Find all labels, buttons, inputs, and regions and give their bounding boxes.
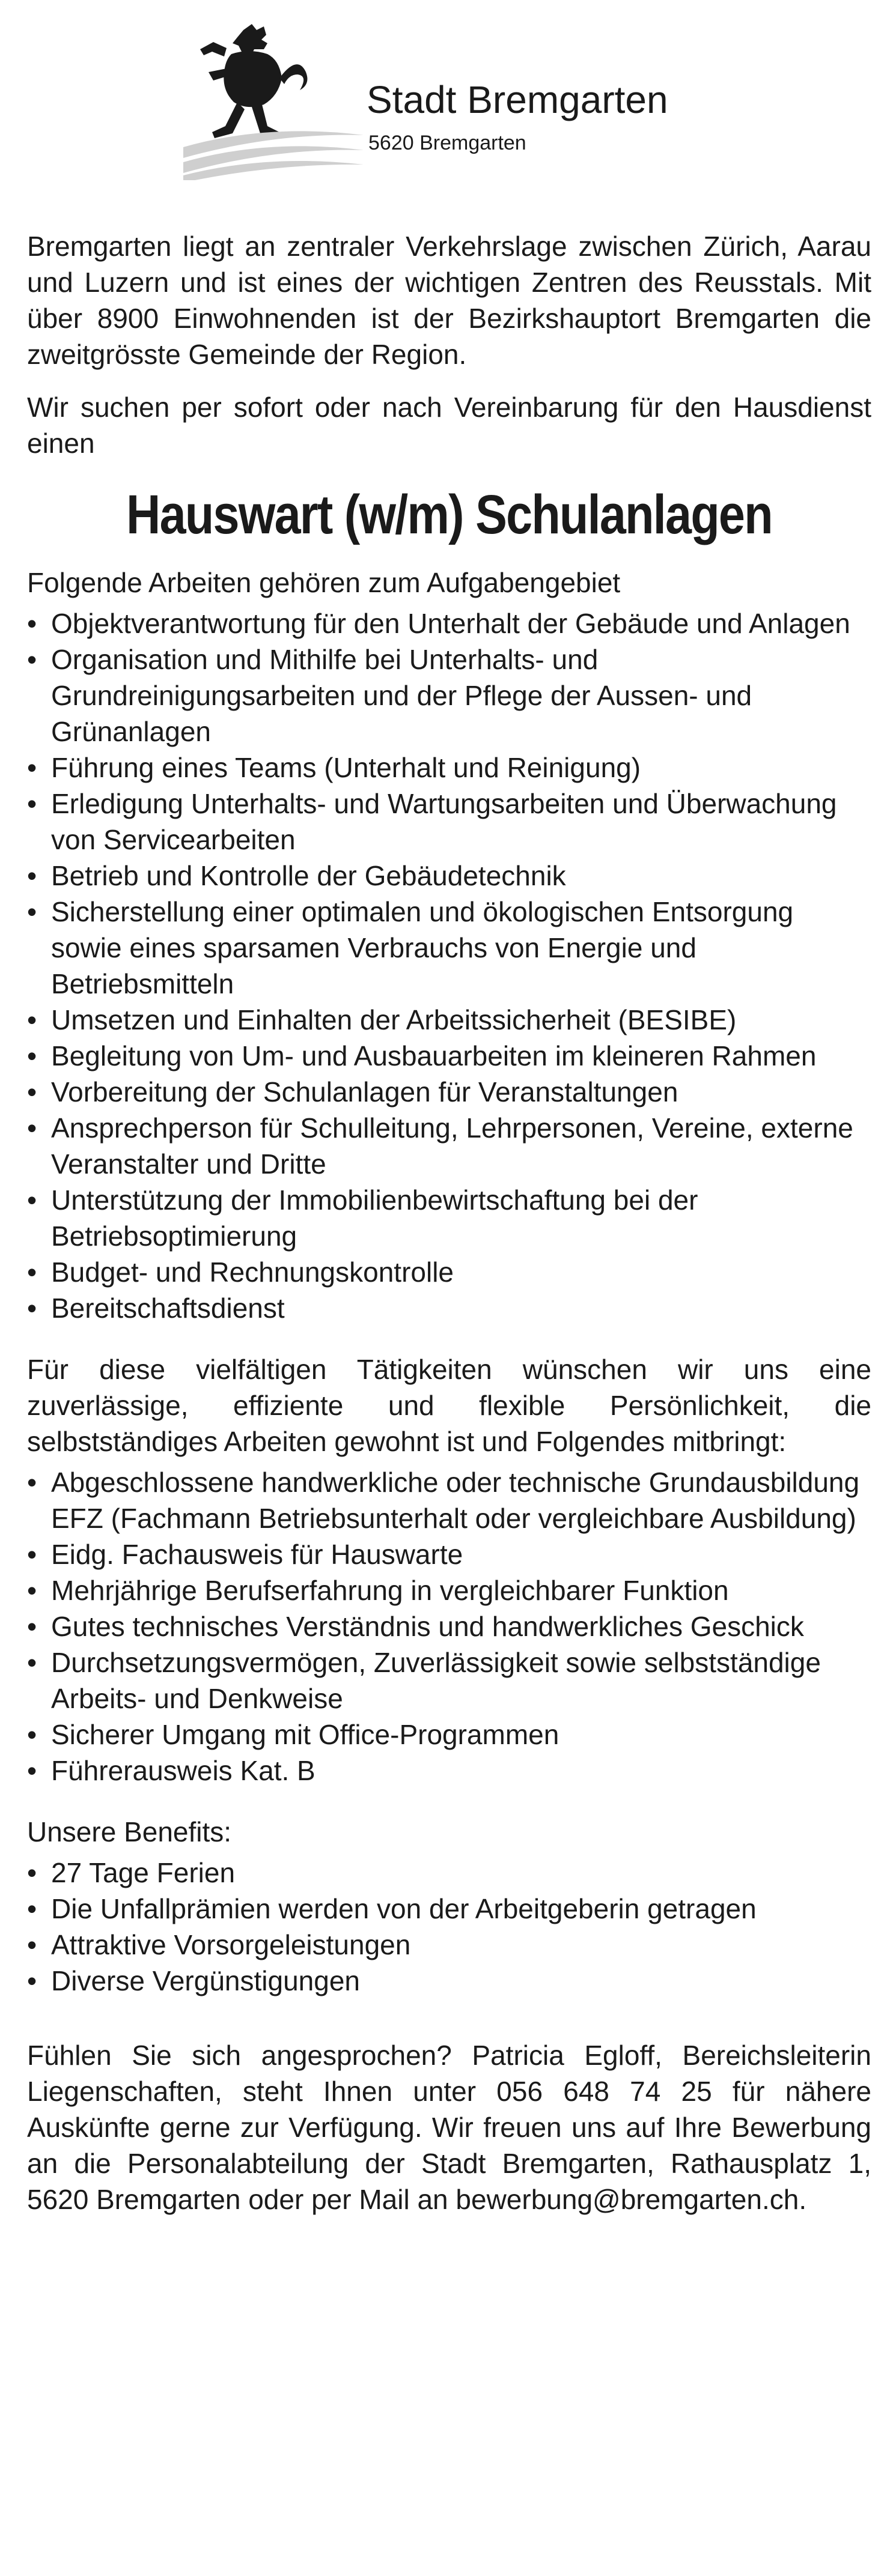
list-item [27, 1290, 871, 1326]
list-item [27, 750, 871, 786]
contact-email[interactable]: bewerbung@bremgarten.ch [456, 2184, 799, 2215]
org-name: Stadt Bremgarten [367, 78, 668, 121]
list-item-text: Sicherstellung einer optimalen und ökologischen Entsorgung sowie eines sparsamen Verbrauchs von Energie und Betriebsmitteln [51, 896, 794, 999]
bullet-mark: • [27, 1755, 37, 1786]
benefits-heading: Unsere Benefits: [27, 1816, 232, 1847]
list-item-text: Objektverantwortung für den Unterhalt der Gebäude und Anlagen [51, 608, 850, 639]
list-item [27, 1110, 871, 1182]
list-item [27, 1644, 871, 1717]
list-item-text: Abgeschlossene handwerkliche oder technische Grundausbildung EFZ (Fachmann Betriebsunterhalt oder vergleichbare Ausbildung) [51, 1467, 860, 1534]
intro-section [27, 228, 871, 461]
list-item [27, 1254, 871, 1290]
list-item [27, 1038, 871, 1074]
bullet-mark: • [27, 644, 37, 675]
bullet-mark: • [27, 608, 37, 639]
contact-text: Fühlen Sie sich angesprochen? Patricia Egloff, Bereichsleiterin Liegenschaften, steht Ihnen unter 056 648 74 25 für nähere Auskünfte gerne zur Verfügung. Wir freuen uns auf Ihre Bewerbung an die Personalabteilung der Stadt Bremgarten, Rathausplatz 1, 5620 Bremgarten oder per Mail an [27, 2040, 871, 2215]
list-item [27, 894, 871, 1002]
bullet-mark: • [27, 1611, 37, 1642]
list-item-text: Betrieb und Kontrolle der Gebäudetechnik [51, 860, 566, 891]
list-item-text: Sicherer Umgang mit Office-Programmen [51, 1719, 559, 1750]
bullet-mark: • [27, 1575, 37, 1606]
list-item [27, 1927, 871, 1963]
list-item-text: Erledigung Unterhalts- und Wartungsarbeiten und Überwachung von Servicearbeiten [51, 788, 837, 855]
list-item-text: Organisation und Mithilfe bei Unterhalts- und Grundreinigungsarbeiten und der Pflege der Aussen- und Grünanlagen [51, 644, 752, 747]
list-item [27, 1536, 871, 1572]
list-item-text: 27 Tage Ferien [51, 1857, 236, 1888]
lion-crest-icon [171, 18, 370, 180]
list-item-text: Bereitschaftsdienst [51, 1293, 285, 1324]
list-item [27, 1753, 871, 1789]
list-item-text: Eidg. Fachausweis für Hauswarte [51, 1539, 463, 1570]
list-item [27, 1963, 871, 1999]
bullet-mark: • [27, 1719, 37, 1750]
bullet-mark: • [27, 1965, 37, 1996]
list-item-text: Vorbereitung der Schulanlagen für Veranstaltungen [51, 1076, 678, 1108]
tasks-heading: Folgende Arbeiten gehören zum Aufgabengebiet [27, 567, 621, 598]
intro-paragraph: Bremgarten liegt an zentraler Verkehrslage zwischen Zürich, Aarau und Luzern und ist eines der wichtigen Zentren des Reusstals. Mit über 8900 Einwohnenden ist der Bezirkshauptort Bremgarten die zweitgrösste Gemeinde der Region. [27, 231, 871, 370]
list-item [27, 1855, 871, 1891]
benefits-list [27, 1855, 871, 1999]
bullet-mark: • [27, 752, 37, 783]
list-item [27, 1182, 871, 1254]
list-item [27, 1572, 871, 1608]
list-item-text: Unterstützung der Immobilienbewirtschaftung bei der Betriebsoptimierung [51, 1184, 698, 1252]
list-item [27, 1891, 871, 1927]
list-item-text: Budget- und Rechnungskontrolle [51, 1256, 454, 1288]
list-item-text: Ansprechperson für Schulleitung, Lehrpersonen, Vereine, externe Veranstalter und Dritte [51, 1112, 853, 1180]
header [27, 0, 871, 180]
list-item-text: Die Unfallprämien werden von der Arbeitgeberin getragen [51, 1893, 757, 1924]
list-item-text: Führerausweis Kat. B [51, 1755, 315, 1786]
contact-trailing: . [799, 2184, 807, 2215]
list-item [27, 1464, 871, 1536]
bullet-mark: • [27, 1647, 37, 1678]
bullet-mark: • [27, 1076, 37, 1108]
contact-email-link[interactable] [456, 2184, 806, 2215]
list-item [27, 1608, 871, 1644]
bullet-mark: • [27, 860, 37, 891]
bullet-mark: • [27, 788, 37, 819]
contact-paragraph [27, 2037, 871, 2217]
list-item-text: Attraktive Vorsorgeleistungen [51, 1929, 411, 1960]
job-title: Hauswart (w/m) Schulanlagen [126, 484, 772, 545]
bullet-mark: • [27, 1040, 37, 1071]
bullet-mark: • [27, 1293, 37, 1324]
bullet-mark: • [27, 1467, 37, 1498]
list-item-text: Führung eines Teams (Unterhalt und Reinigung) [51, 752, 641, 783]
bullet-mark: • [27, 1112, 37, 1144]
bullet-mark: • [27, 1929, 37, 1960]
list-item [27, 858, 871, 894]
bullet-mark: • [27, 896, 37, 927]
list-item [27, 1717, 871, 1753]
bullet-mark: • [27, 1539, 37, 1570]
list-item [27, 786, 871, 858]
list-item-text: Mehrjährige Berufserfahrung in vergleichbarer Funktion [51, 1575, 729, 1606]
job-advertisement [27, 0, 871, 2217]
list-item-text: Durchsetzungsvermögen, Zuverlässigkeit sowie selbstständige Arbeits- und Denkweise [51, 1647, 821, 1714]
list-item [27, 1074, 871, 1110]
org-address: 5620 Bremgarten [368, 132, 526, 154]
list-item-text: Umsetzen und Einhalten der Arbeitssicherheit (BESIBE) [51, 1004, 737, 1035]
list-item [27, 605, 871, 641]
list-item [27, 1002, 871, 1038]
tasks-list [27, 605, 871, 1326]
list-item-text: Gutes technisches Verständnis und handwerkliches Geschick [51, 1611, 804, 1642]
bullet-mark: • [27, 1256, 37, 1288]
bullet-mark: • [27, 1184, 37, 1216]
bullet-mark: • [27, 1857, 37, 1888]
requirements-heading: Für diese vielfältigen Tätigkeiten wünschen wir uns eine zuverlässige, effiziente und flexible Persönlichkeit, die selbstständiges Arbeiten gewohnt ist und Folgendes mitbringt: [27, 1354, 871, 1457]
requirements-list [27, 1464, 871, 1789]
list-item-text: Diverse Vergünstigungen [51, 1965, 360, 1996]
bullet-mark: • [27, 1893, 37, 1924]
list-item [27, 641, 871, 750]
list-item-text: Begleitung von Um- und Ausbauarbeiten im kleineren Rahmen [51, 1040, 817, 1071]
search-paragraph: Wir suchen per sofort oder nach Vereinbarung für den Hausdienst einen [27, 392, 871, 459]
bullet-mark: • [27, 1004, 37, 1035]
